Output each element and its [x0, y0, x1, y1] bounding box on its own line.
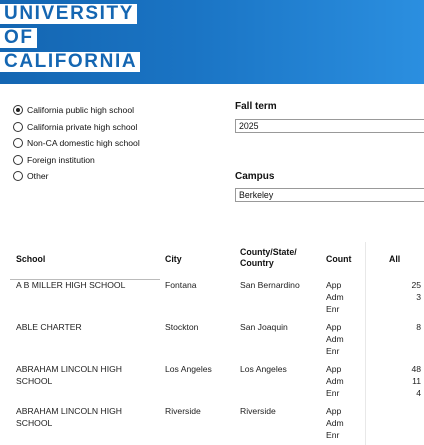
cell-all-app: 48	[411, 364, 421, 374]
radio-california-public[interactable]	[13, 102, 140, 119]
cell-count-app: App	[326, 364, 342, 374]
radio-california-private[interactable]	[13, 119, 140, 136]
logo-text-line-1: UNIVERSITY	[0, 4, 137, 24]
cell-count-app: App	[326, 322, 342, 332]
column-header-county[interactable]: County/State/ Country	[240, 247, 297, 268]
radio-label: California private high school	[27, 121, 138, 132]
column-header-school[interactable]: School	[16, 254, 46, 264]
column-divider	[365, 242, 366, 445]
logo-text-line-2: OF	[0, 28, 37, 48]
radio-unselected-icon[interactable]	[13, 138, 23, 148]
cell-count-enr: Enr	[326, 346, 340, 356]
cell-school: A B MILLER HIGH SCHOOL	[16, 280, 126, 290]
cell-city: Stockton	[165, 322, 199, 332]
cell-all-enr: 4	[416, 388, 421, 398]
radio-non-ca-domestic[interactable]	[13, 135, 140, 152]
cell-count-adm: Adm	[326, 418, 344, 428]
radio-unselected-icon[interactable]	[13, 171, 23, 181]
cell-school: ABRAHAM LINCOLN HIGH SCHOOL	[16, 364, 123, 386]
radio-selected-icon[interactable]	[13, 105, 23, 115]
cell-count-adm: Adm	[326, 334, 344, 344]
cell-count-adm: Adm	[326, 292, 344, 302]
cell-all-app: 8	[416, 322, 421, 332]
cell-school: ABRAHAM LINCOLN HIGH SCHOOL	[16, 406, 123, 428]
cell-city: Riverside	[165, 406, 201, 416]
radio-label: Foreign institution	[27, 154, 95, 165]
header-banner	[0, 0, 424, 84]
cell-county: San Joaquin	[240, 322, 288, 332]
radio-label: California public high school	[27, 105, 135, 116]
cell-city: Fontana	[165, 280, 197, 290]
radio-unselected-icon[interactable]	[13, 155, 23, 165]
radio-foreign-institution[interactable]	[13, 152, 140, 169]
cell-county: Los Angeles	[240, 364, 287, 374]
radio-label: Non-CA domestic high school	[27, 138, 140, 149]
fall-term-select[interactable]: 2025	[235, 119, 424, 133]
cell-all-app: 25	[411, 280, 421, 290]
cell-county: San Bernardino	[240, 280, 300, 290]
cell-count-enr: Enr	[326, 304, 340, 314]
column-header-city[interactable]: City	[165, 254, 182, 264]
cell-all-adm: 3	[416, 292, 421, 302]
cell-county: Riverside	[240, 406, 276, 416]
logo-text-line-3: CALIFORNIA	[0, 52, 140, 72]
cell-city: Los Angeles	[165, 364, 212, 374]
campus-select[interactable]: Berkeley	[235, 188, 424, 202]
radio-unselected-icon[interactable]	[13, 122, 23, 132]
school-type-radio-group	[13, 102, 140, 185]
cell-school: ABLE CHARTER	[16, 322, 82, 332]
cell-all-adm: 11	[412, 376, 421, 386]
radio-label: Other	[27, 171, 49, 182]
cell-count-adm: Adm	[326, 376, 344, 386]
cell-count-enr: Enr	[326, 388, 340, 398]
fall-term-label: Fall term	[235, 101, 277, 112]
campus-label: Campus	[235, 171, 275, 182]
cell-count-enr: Enr	[326, 430, 340, 440]
column-header-all[interactable]: All	[389, 254, 401, 264]
column-header-count[interactable]: Count	[326, 254, 352, 264]
cell-count-app: App	[326, 280, 342, 290]
radio-other[interactable]	[13, 168, 140, 185]
cell-count-app: App	[326, 406, 342, 416]
